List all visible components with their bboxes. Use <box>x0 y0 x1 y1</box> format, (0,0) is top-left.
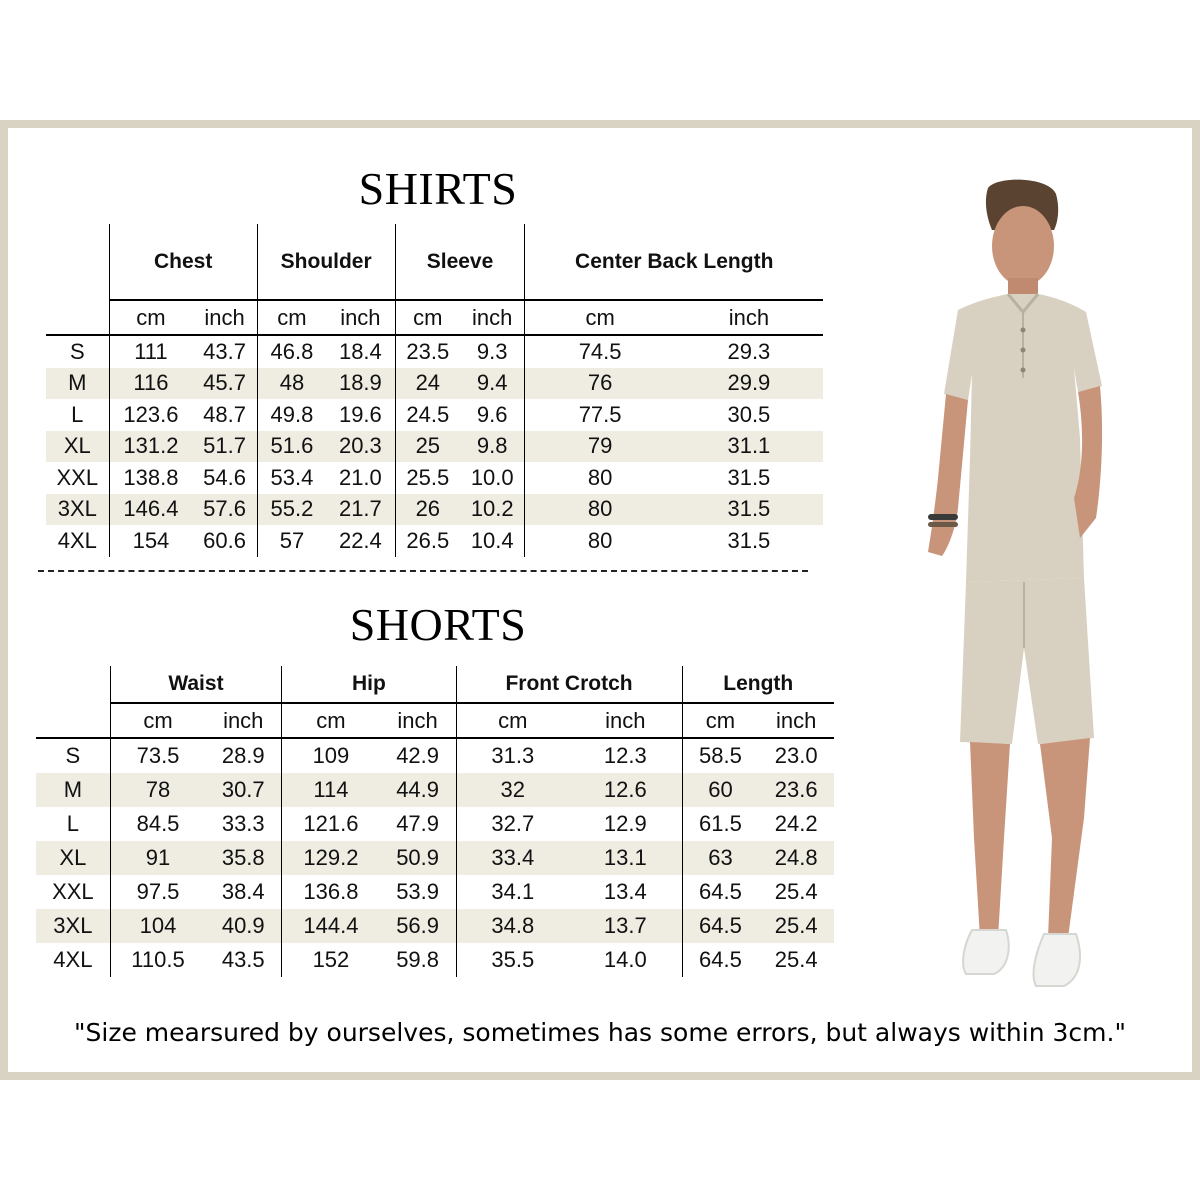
shorts-group-header: Waist <box>110 666 281 703</box>
shorts-measurement-cell: 73.5 <box>110 738 205 773</box>
shorts-measurement-cell: 104 <box>110 909 205 943</box>
shorts-measurement-cell: 43.5 <box>221 947 265 972</box>
shorts-measurement-cell: 35.5 <box>456 943 569 977</box>
shorts-size-row <box>36 875 834 909</box>
shirts-measurement-cell: 131.2 <box>109 431 192 463</box>
shorts-measurement-cell: 109 <box>282 738 380 773</box>
chart-frame <box>0 120 1200 1080</box>
shirts-measurement-cell: 29.3 <box>727 338 771 364</box>
shorts-unit-header: inch <box>758 703 834 738</box>
shirts-size-table <box>46 224 823 557</box>
shorts-group-header-row <box>36 666 834 703</box>
shirts-measurement-cell: 21.0 <box>338 464 382 490</box>
shirts-unit-header: cm <box>109 300 192 335</box>
shirts-size-row <box>46 494 823 526</box>
shorts-measurement-cell: 24.8 <box>758 841 834 875</box>
shorts-measurement-cell: 64.5 <box>682 909 758 943</box>
shorts-measurement-cell: 12.6 <box>569 773 682 807</box>
shorts-measurement-cell: 40.9 <box>205 909 281 943</box>
shirts-unit-row <box>46 300 823 335</box>
shirts-measurement-cell: 57.6 <box>192 494 257 526</box>
shirts-corner-cell <box>46 224 109 300</box>
shirts-measurement-cell: 31.5 <box>727 464 771 490</box>
shorts-measurement-cell: 35.8 <box>205 841 281 875</box>
shirts-measurement-cell: 138.8 <box>109 462 192 494</box>
shirts-measurement-cell: 48 <box>257 368 326 400</box>
shorts-measurement-cell: 136.8 <box>282 875 380 909</box>
shirts-measurement-cell: 20.3 <box>326 431 395 463</box>
shirts-measurement-cell: 48.7 <box>203 401 246 427</box>
shirts-size-label: XL <box>46 431 109 463</box>
shorts-measurement-cell: 24.2 <box>774 811 818 836</box>
shirts-unit-header: cm <box>525 300 675 335</box>
shirts-measurement-cell: 9.6 <box>476 401 508 427</box>
shirts-unit-header: inch <box>192 300 257 335</box>
shorts-measurement-cell: 32.7 <box>456 807 569 841</box>
shirts-measurement-cell: 77.5 <box>525 399 675 431</box>
shorts-size-label: L <box>66 811 79 836</box>
shorts-size-label: 3XL <box>36 909 110 943</box>
shirts-measurement-cell: 23.5 <box>395 335 460 368</box>
shirts-measurement-cell: 123.6 <box>109 399 192 431</box>
shorts-measurement-cell: 28.9 <box>221 743 265 768</box>
shorts-unit-header: inch <box>380 703 456 738</box>
shorts-measurement-cell: 13.4 <box>603 879 647 904</box>
shorts-size-table <box>36 666 834 977</box>
shirts-measurement-cell: 25.5 <box>395 462 460 494</box>
shorts-measurement-cell: 91 <box>110 841 205 875</box>
shorts-size-row <box>36 909 834 943</box>
shirts-measurement-cell: 154 <box>109 525 192 557</box>
shirts-size-label: 4XL <box>57 527 97 553</box>
shirts-measurement-cell: 60.6 <box>203 527 246 553</box>
shirts-size-label: 3XL <box>46 494 109 526</box>
shorts-measurement-cell: 59.8 <box>396 947 440 972</box>
shorts-unit-header: cm <box>282 703 380 738</box>
shirts-measurement-cell: 80 <box>525 525 675 557</box>
shirts-group-header-row <box>46 224 823 300</box>
shirts-measurement-cell: 24.5 <box>395 399 460 431</box>
shorts-size-label: M <box>36 773 110 807</box>
shirts-measurement-cell: 74.5 <box>525 335 675 368</box>
shirts-measurement-cell: 18.4 <box>338 338 382 364</box>
shorts-measurement-cell: 14.0 <box>603 947 647 972</box>
shorts-measurement-cell: 64.5 <box>682 943 758 977</box>
shirts-measurement-cell: 9.3 <box>476 338 508 364</box>
shirts-measurement-cell: 80 <box>525 494 675 526</box>
shorts-measurement-cell: 25.4 <box>774 947 818 972</box>
shirts-measurement-cell: 26 <box>395 494 460 526</box>
shorts-measurement-cell: 34.1 <box>456 875 569 909</box>
shirts-measurement-cell: 9.4 <box>460 368 525 400</box>
shorts-size-row <box>36 841 834 875</box>
shorts-measurement-cell: 13.1 <box>569 841 682 875</box>
shirts-measurement-cell: 31.5 <box>675 494 823 526</box>
shorts-measurement-cell: 60 <box>682 773 758 807</box>
shorts-measurement-cell: 42.9 <box>396 743 440 768</box>
shorts-measurement-cell: 63 <box>682 841 758 875</box>
shirts-size-row <box>46 335 823 368</box>
shorts-unit-header: cm <box>456 703 569 738</box>
shorts-unit-header: cm <box>682 703 758 738</box>
model-photo <box>888 178 1128 1008</box>
shirts-measurement-cell: 9.8 <box>460 431 525 463</box>
shirts-measurement-cell: 24 <box>395 368 460 400</box>
shorts-measurement-cell: 50.9 <box>380 841 456 875</box>
shorts-group-header: Front Crotch <box>456 666 682 703</box>
shorts-size-row <box>36 807 834 841</box>
shorts-size-label: S <box>65 743 81 768</box>
shorts-unit-header: inch <box>205 703 281 738</box>
shirts-measurement-cell: 10.2 <box>460 494 525 526</box>
shirts-size-row <box>46 368 823 400</box>
shirts-size-row <box>46 431 823 463</box>
shirts-measurement-cell: 29.9 <box>675 368 823 400</box>
shirts-measurement-cell: 51.6 <box>257 431 326 463</box>
shirts-size-row <box>46 399 823 431</box>
shorts-measurement-cell: 78 <box>110 773 205 807</box>
shorts-measurement-cell: 23.6 <box>758 773 834 807</box>
shirts-measurement-cell: 10.4 <box>470 527 514 553</box>
shorts-measurement-cell: 121.6 <box>282 807 380 841</box>
shirts-measurement-cell: 26.5 <box>395 525 460 557</box>
shirts-measurement-cell: 49.8 <box>257 399 326 431</box>
shorts-size-row <box>36 943 834 977</box>
shorts-measurement-cell: 61.5 <box>682 807 758 841</box>
chart-panel <box>8 128 1192 1072</box>
shorts-measurement-cell: 33.3 <box>221 811 265 836</box>
shorts-unit-row <box>36 703 834 738</box>
shirts-size-row <box>46 525 823 557</box>
shirts-measurement-cell: 76 <box>525 368 675 400</box>
shorts-measurement-cell: 38.4 <box>221 879 265 904</box>
shorts-table-body <box>36 666 834 977</box>
shirts-measurement-cell: 10.0 <box>470 464 514 490</box>
shorts-measurement-cell: 144.4 <box>282 909 380 943</box>
shorts-measurement-cell: 97.5 <box>110 875 205 909</box>
shorts-measurement-cell: 56.9 <box>380 909 456 943</box>
shirts-unit-header: inch <box>326 300 395 335</box>
shirts-measurement-cell: 30.5 <box>727 401 771 427</box>
shirts-measurement-cell: 46.8 <box>257 335 326 368</box>
shirts-group-header: Center Back Length <box>525 224 823 300</box>
shorts-size-row <box>36 738 834 773</box>
shirts-group-header: Sleeve <box>395 224 525 300</box>
shirts-unit-header: inch <box>460 300 525 335</box>
shorts-measurement-cell: 25.4 <box>758 909 834 943</box>
shorts-title: SHORTS <box>349 599 527 650</box>
shorts-measurement-cell: 34.8 <box>456 909 569 943</box>
shorts-measurement-cell: 12.3 <box>603 743 647 768</box>
shorts-size-label: XXL <box>52 879 94 904</box>
shorts-measurement-cell: 114 <box>282 773 380 807</box>
shorts-measurement-cell: 58.5 <box>682 738 758 773</box>
shorts-measurement-cell: 32 <box>456 773 569 807</box>
shorts-measurement-cell: 110.5 <box>110 943 205 977</box>
shorts-measurement-cell: 30.7 <box>205 773 281 807</box>
shorts-size-label: 4XL <box>53 947 93 972</box>
shirts-unit-header: inch <box>675 300 823 335</box>
shirts-unit-header: cm <box>395 300 460 335</box>
shirts-measurement-cell: 57 <box>257 525 326 557</box>
shirts-size-label: M <box>46 368 109 400</box>
shirts-measurement-cell: 19.6 <box>338 401 382 427</box>
shirts-measurement-cell: 55.2 <box>257 494 326 526</box>
shirts-table-body <box>46 224 823 557</box>
shirts-size-label: XXL <box>56 464 99 490</box>
measurement-note: "Size mearsured by ourselves, sometimes has some errors, but always within 3cm." <box>74 1018 1126 1047</box>
shorts-measurement-cell: 64.5 <box>682 875 758 909</box>
shorts-measurement-cell: 13.7 <box>569 909 682 943</box>
shirts-measurement-cell: 43.7 <box>203 338 246 364</box>
shirts-measurement-cell: 22.4 <box>338 527 382 553</box>
shirts-measurement-cell: 25 <box>395 431 460 463</box>
shorts-measurement-cell: 53.9 <box>396 879 440 904</box>
shirts-measurement-cell: 31.5 <box>727 527 771 553</box>
shirts-measurement-cell: 79 <box>525 431 675 463</box>
shirts-measurement-cell: 53.4 <box>257 462 326 494</box>
shorts-corner-cell <box>36 666 110 703</box>
shirts-size-row <box>46 462 823 494</box>
shirts-measurement-cell: 51.7 <box>192 431 257 463</box>
shirts-measurement-cell: 18.9 <box>326 368 395 400</box>
shirts-measurement-cell: 80 <box>525 462 675 494</box>
shirts-unit-blank-cell <box>46 300 109 335</box>
shirts-size-label: L <box>71 401 84 427</box>
shorts-size-label: XL <box>36 841 110 875</box>
shirts-size-label: S <box>69 338 85 364</box>
shorts-measurement-cell: 44.9 <box>380 773 456 807</box>
shirts-measurement-cell: 45.7 <box>192 368 257 400</box>
shorts-measurement-cell: 152 <box>282 943 380 977</box>
shorts-unit-blank-cell <box>36 703 110 738</box>
shorts-measurement-cell: 23.0 <box>774 743 818 768</box>
shirts-measurement-cell: 111 <box>109 335 192 368</box>
shorts-measurement-cell: 47.9 <box>396 811 440 836</box>
shorts-measurement-cell: 25.4 <box>774 879 818 904</box>
shorts-measurement-cell: 31.3 <box>456 738 569 773</box>
shirts-unit-header: cm <box>257 300 326 335</box>
shorts-size-row <box>36 773 834 807</box>
shirts-measurement-cell: 21.7 <box>326 494 395 526</box>
shirts-group-header: Shoulder <box>257 224 395 300</box>
shirts-title: SHIRTS <box>358 163 518 214</box>
shorts-measurement-cell: 12.9 <box>603 811 647 836</box>
shirts-measurement-cell: 116 <box>109 368 192 400</box>
shorts-measurement-cell: 33.4 <box>456 841 569 875</box>
shirts-group-header: Chest <box>109 224 257 300</box>
shirts-measurement-cell: 31.1 <box>675 431 823 463</box>
shorts-group-header: Length <box>682 666 834 703</box>
shorts-measurement-cell: 84.5 <box>110 807 205 841</box>
section-divider <box>38 570 808 572</box>
shorts-group-header: Hip <box>282 666 456 703</box>
shirts-measurement-cell: 54.6 <box>203 464 246 490</box>
shorts-unit-header: cm <box>110 703 205 738</box>
shorts-unit-header: inch <box>569 703 682 738</box>
shorts-measurement-cell: 129.2 <box>282 841 380 875</box>
shirts-measurement-cell: 146.4 <box>109 494 192 526</box>
